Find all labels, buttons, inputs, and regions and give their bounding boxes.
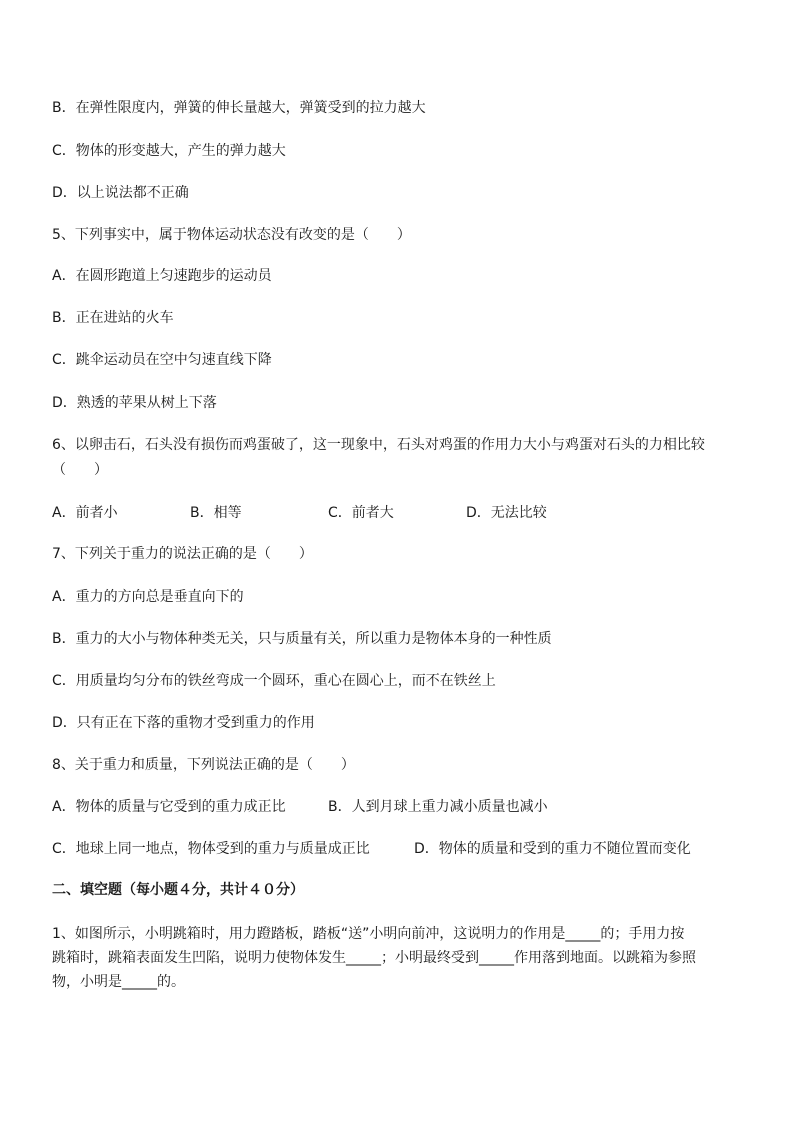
question-8-option-c: C．地球上同一地点，物体受到的重力与质量成正比 — [52, 841, 370, 857]
question-6-option-a: A．前者小 — [52, 505, 118, 521]
fill-question-1-line-3: 物，小明是_____的。 — [52, 974, 185, 990]
question-8-option-d: D．物体的质量和受到的重力不随位置而变化 — [414, 841, 691, 857]
fill-question-1-line-2: 跳箱时，跳箱表面发生凹陷，说明力使物体发生_____；小明最终受到_____作用落到地面。以跳箱为参照 — [52, 950, 696, 966]
question-7-option-a: A．重力的方向总是垂直向下的 — [52, 589, 244, 605]
question-5-option-d: D．熟透的苹果从树上下落 — [52, 395, 217, 411]
question-6-option-c: C．前者大 — [328, 505, 394, 521]
question-7-option-d: D．只有正在下落的重物才受到重力的作用 — [52, 715, 315, 731]
prev-question-option-d: D．以上说法都不正确 — [52, 185, 189, 201]
fill-question-1-line-1: 1、如图所示，小明跳箱时，用力蹬踏板，踏板“送”小明向前冲，这说明力的作用是_____的；手用力按 — [52, 926, 685, 942]
question-8-option-a: A．物体的质量与它受到的重力成正比 — [52, 799, 286, 815]
question-6-stem-bracket: （ ） — [52, 462, 108, 478]
question-5-option-a: A．在圆形跑道上匀速跑步的运动员 — [52, 268, 272, 284]
question-5-option-c: C．跳伞运动员在空中匀速直线下降 — [52, 352, 272, 368]
prev-question-option-c: C．物体的形变越大，产生的弹力越大 — [52, 143, 286, 159]
question-8-option-b: B．人到月球上重力减小质量也减小 — [328, 799, 548, 815]
question-7-option-c: C．用质量均匀分布的铁丝弯成一个圆环，重心在圆心上，而不在铁丝上 — [52, 673, 496, 689]
question-8-stem: 8、关于重力和质量，下列说法正确的是（ ） — [52, 757, 355, 773]
section-2-heading: 二、填空题（每小题４分，共计４０分） — [52, 882, 304, 898]
question-7-stem: 7、下列关于重力的说法正确的是（ ） — [52, 546, 313, 562]
fill-question-1 — [52, 922, 744, 994]
question-5-stem: 5、下列事实中，属于物体运动状态没有改变的是（ ） — [52, 227, 411, 243]
question-6-option-d: D．无法比较 — [466, 505, 547, 521]
question-6-option-b: B．相等 — [190, 505, 242, 521]
question-7-option-b: B．重力的大小与物体种类无关，只与质量有关，所以重力是物体本身的一种性质 — [52, 631, 552, 647]
question-6-stem: 6、以卵击石，石头没有损伤而鸡蛋破了，这一现象中，石头对鸡蛋的作用力大小与鸡蛋对石头的力相比较 — [52, 437, 705, 453]
question-5-option-b: B．正在进站的火车 — [52, 310, 174, 326]
prev-question-option-b: B．在弹性限度内，弹簧的伸长量越大，弹簧受到的拉力越大 — [52, 100, 426, 116]
question-8-options-row-1 — [52, 797, 742, 817]
question-6-options — [52, 503, 652, 523]
question-8-options-row-2 — [52, 839, 742, 859]
